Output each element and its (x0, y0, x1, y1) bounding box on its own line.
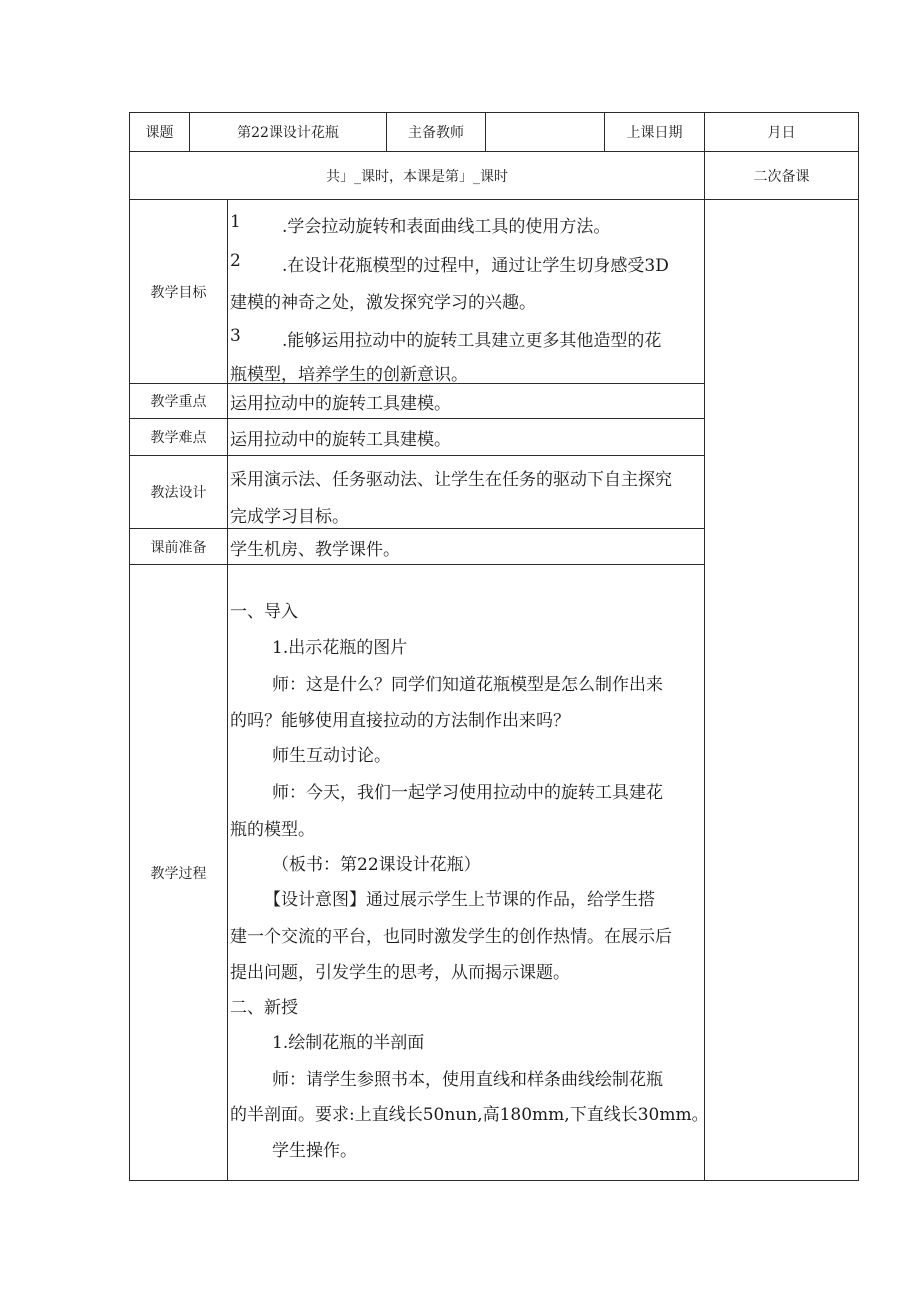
key-point-label: 教学重点 (150, 394, 207, 410)
objective-3-text: .能够运用拉动中的旋转工具建立更多其他造型的花 (282, 331, 662, 351)
process-line: 1.出示花瓶的图片 (272, 638, 408, 658)
key-point-text: 运用拉动中的旋转工具建模。 (230, 394, 451, 414)
process-label: 教学过程 (150, 865, 207, 882)
topic-value: 第22课设计花瓶 (237, 125, 339, 141)
topic-label: 课题 (145, 125, 174, 141)
process-line: 师：这是什么？同学们知道花瓶模型是怎么制作出来 (272, 675, 663, 695)
rule-col-main (704, 112, 705, 1181)
process-line: 二、新授 (230, 998, 298, 1018)
process-line: 建一个交流的平台，也同时激发学生的创作热情。在展示后 (230, 927, 672, 947)
process-line: 师生互动讨论。 (272, 746, 391, 766)
method-line-1: 采用演示法、任务驱动法、让学生在任务的驱动下自主探究 (230, 470, 672, 490)
process-line: 一、导入 (230, 602, 298, 622)
prep-text: 学生机房、教学课件。 (230, 540, 400, 560)
rule-row2 (129, 199, 859, 200)
second-prep-label: 二次备课 (753, 168, 810, 185)
method-line-2: 完成学习目标。 (230, 507, 349, 527)
session-text: 共」_课时，本课是第」_课时 (326, 168, 508, 185)
difficulty-text: 运用拉动中的旋转工具建模。 (230, 430, 451, 450)
objectives-label: 教学目标 (150, 284, 207, 301)
process-line: 师：今天，我们一起学习使用拉动中的旋转工具建花 (272, 783, 663, 803)
teacher-value (486, 113, 604, 151)
date-value: 月日 (767, 125, 796, 141)
objective-1-num: 1 (230, 212, 241, 232)
prep-label: 课前准备 (150, 539, 207, 556)
objective-1-text: .学会拉动旋转和表面曲线工具的使用方法。 (282, 217, 611, 237)
process-line: 【设计意图】通过展示学生上节课的作品，给学生搭 (264, 890, 655, 910)
process-line: 提出问题，引发学生的思考，从而揭示课题。 (230, 963, 570, 983)
rule-right (858, 112, 859, 1181)
rule-bottom (129, 1180, 859, 1181)
process-line: 的半剖面。要求:上直线长50nun,高180mm,下直线长30mm。 (230, 1105, 709, 1125)
process-line: 学生操作。 (272, 1141, 357, 1161)
rule-col-label (227, 199, 228, 1181)
objective-3-num: 3 (230, 326, 241, 346)
process-line: 瓶的模型。 (230, 820, 315, 840)
process-line: 师：请学生参照书本，使用直线和样条曲线绘制花瓶 (272, 1070, 663, 1090)
difficulty-label: 教学难点 (150, 430, 207, 446)
objective-2-text: .在设计花瓶模型的过程中，通过让学生切身感受3D (282, 256, 669, 276)
objective-2-cont: 建模的神奇之处，激发探究学习的兴趣。 (230, 293, 536, 313)
process-line: 的吗？能够使用直接拉动的方法制作出来吗？ (230, 711, 570, 731)
teacher-label: 主备教师 (408, 125, 464, 141)
objective-2-num: 2 (230, 251, 241, 271)
process-line: 1.绘制花瓶的半剖面 (272, 1033, 425, 1053)
process-line: （板书：第22课设计花瓶） (272, 855, 481, 875)
method-label: 教法设计 (150, 485, 207, 501)
date-label: 上课日期 (626, 125, 683, 141)
objective-3-cont: 瓶模型，培养学生的创新意识。 (230, 365, 468, 385)
